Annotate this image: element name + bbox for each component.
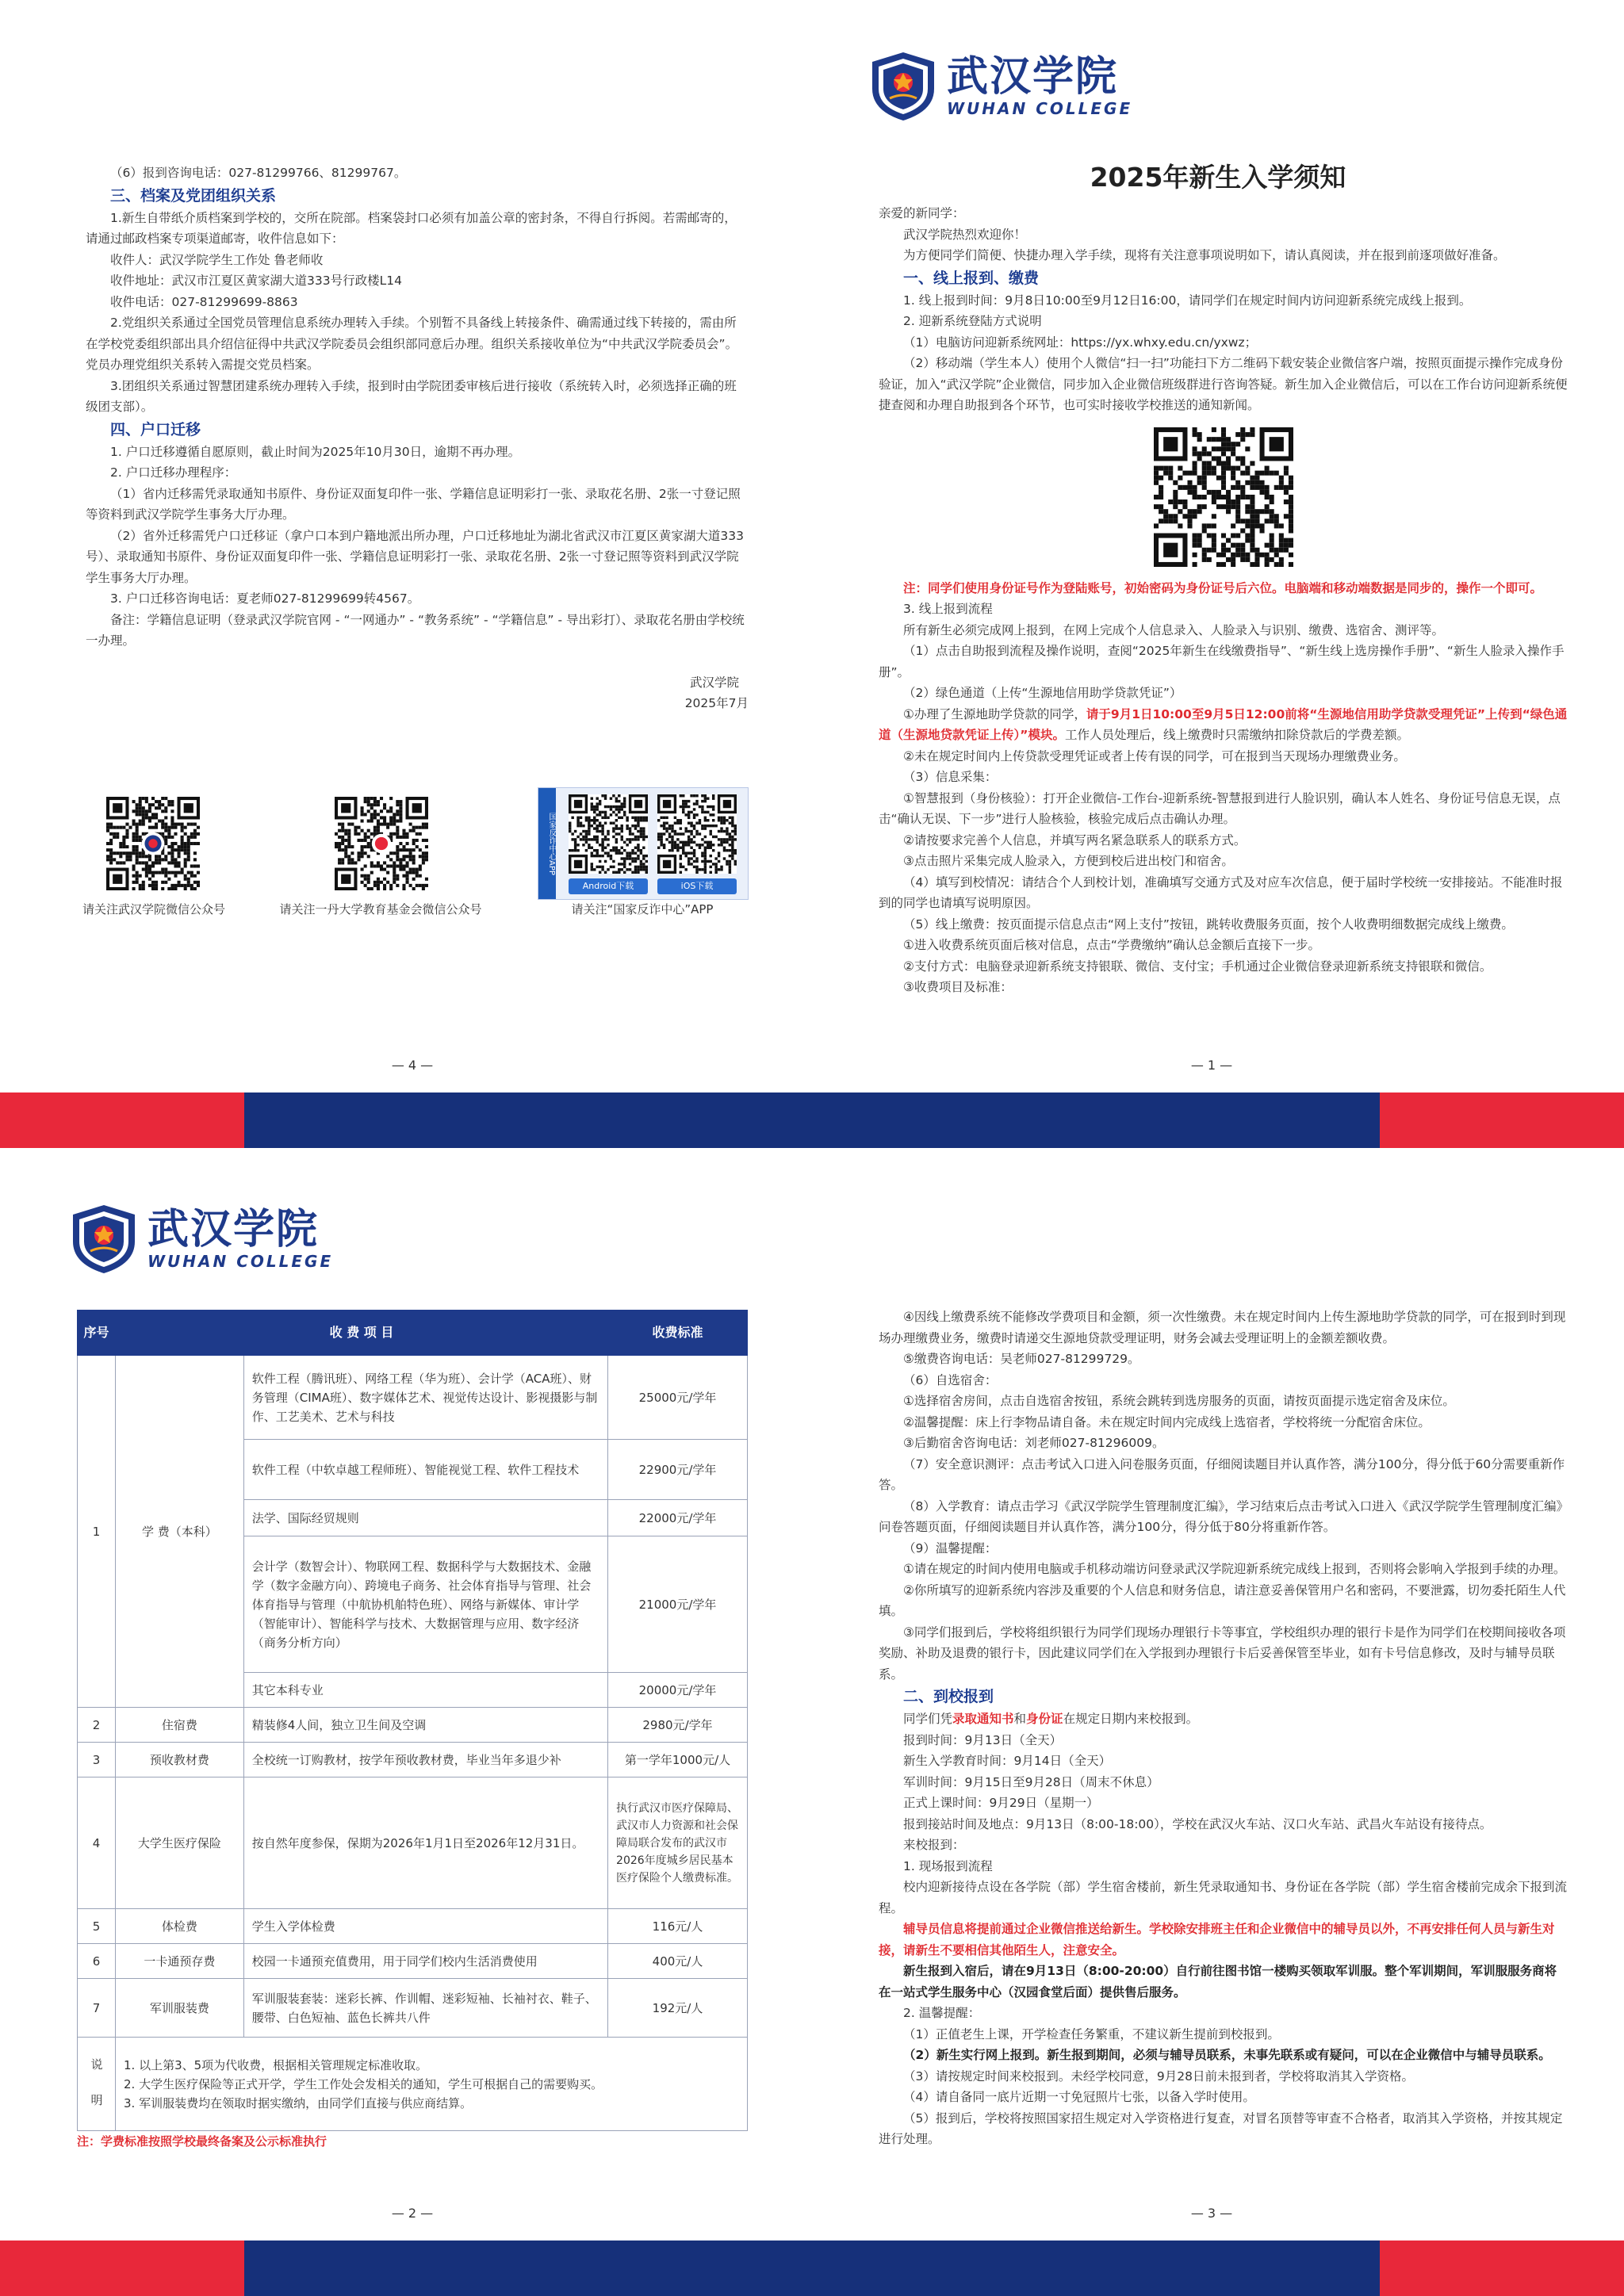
text-line: （5）报到后，学校将按照国家招生规定对入学资格进行复查，对冒名顶替等审查不合格者，取消其入学资格，并按其规定进行处理。 xyxy=(879,2110,1563,2146)
signature-date: 2025年7月 xyxy=(684,696,749,710)
page-number: — 2 — xyxy=(391,2206,434,2221)
college-logo xyxy=(70,1203,333,1275)
text-line: ③收费项目及标准： xyxy=(903,980,1013,994)
table-row: 会计学（数智会计）、物联网工程、数据科学与大数据技术、金融学（数字金融方向）、跨境电子商务、社会体育指导与管理、社会体育指导与管理（中航协机舶特色班）、网络与新媒体、审计学（智能审计）、智能科学与技术、大数据管理与应用、数字经济（商务分析方向） 21000元/学年 xyxy=(78,1536,748,1673)
section-heading: 三、档案及党团组织关系 xyxy=(110,186,277,205)
page-3-text xyxy=(879,1307,1568,2150)
fee-table xyxy=(77,1310,748,2131)
text-line: （3）请按规定时间来校报到。未经学校同意，9月28日前未报到者，学校将取消其入学资格。 xyxy=(903,2068,1414,2084)
header-no: 序号 xyxy=(78,1311,116,1356)
text-line: ②支付方式：电脑登录迎新系统支持银联、微信、支付宝；手机通过企业微信登录迎新系统支持银联和微信。 xyxy=(903,959,1492,974)
text-line: ①进入收费系统页面后核对信息，点击“学费缴纳”确认总金额后直接下一步。 xyxy=(903,938,1320,952)
page-4 xyxy=(0,0,812,1148)
safety-warning: 辅导员信息将提前通过企业微信推送给新生。学校除安排班主任和企业微信中的辅导员以外，不再安排任何人员与新生对接，请新生不要相信其他陌生人，注意安全。 xyxy=(879,1922,1555,1957)
college-logo xyxy=(869,51,1132,122)
page-2 xyxy=(0,1148,812,2296)
text-line: ①请在规定的时间内使用电脑或手机移动端访问登录武汉学院迎新系统完成线上报到，否则将会影响入学报到手续的办理。 xyxy=(903,1562,1566,1576)
page-1-text xyxy=(879,203,1568,998)
college-emblem-icon xyxy=(70,1203,138,1275)
text-line: 2. 户口迁移办理程序： xyxy=(110,465,237,480)
table-row: 4 大学生医疗保险 按自然年度参保，保期为2026年1月1日至2026年12月31日。 执行武汉市医疗保障局、武汉市人力资源和社会保障局联合发布的武汉市2026年度城乡居民基本医疗保险个人缴费标准。 xyxy=(78,1777,748,1909)
page-number: — 3 — xyxy=(1190,2206,1233,2221)
android-download-button[interactable]: Android下载 xyxy=(569,878,648,894)
text-line: 备注：学籍信息证明（登录武汉学院官网 - “一网通办” - “教务系统” - “学籍信息” - 导出彩打）、录取花名册由学校统一办理。 xyxy=(86,612,745,648)
color-band xyxy=(0,2241,1624,2296)
text-line: 1. 线上报到时间：9月8日10:00至9月12日16:00，请同学们在规定时间内访问迎新系统完成线上报到。 xyxy=(903,293,1472,308)
logo-chinese-name: 武汉学院 xyxy=(147,1205,320,1253)
section-heading: 二、到校报到 xyxy=(903,1688,994,1705)
text-line: 来校报到： xyxy=(903,1838,965,1852)
text-line: ②未在规定时间内上传贷款受理凭证或者上传有误的同学，可在报到当天现场办理缴费业务。 xyxy=(903,748,1406,763)
table-row: 2 住宿费 精装修4人间，独立卫生间及空调 2980元/学年 xyxy=(78,1708,748,1743)
text-line: ③后勤宿舍咨询电话：刘老师027-81296009。 xyxy=(903,1436,1165,1450)
qr-code-icon xyxy=(106,797,200,890)
text-line: 收件电话：027-81299699-8863 xyxy=(110,294,298,309)
signature-org: 武汉学院 xyxy=(689,675,739,690)
table-row: 6 一卡通预存费 校园一卡通预充值费用，用于同学们校内生活消费使用 400元/人 xyxy=(78,1944,748,1979)
text-line: ⑤缴费咨询电话：吴老师027-81299729。 xyxy=(903,1352,1140,1366)
text-line: （1）省内迁移需凭录取通知书原件、身份证双面复印件一张、学籍信息证明彩打一张、录取花名册、2张一寸登记照等资料到武汉学院学生事务大厅办理。 xyxy=(86,486,741,522)
text-line: （2）省外迁移需凭户口迁移证（拿户口本到户籍地派出所办理，户口迁移地址为湖北省武汉市江夏区黄家湖大道333号）、录取通知书原件、身份证双面复印件一张、学籍信息证明彩打一张、录取花名册、2张一寸登记照等资料到武汉学院学生事务大厅办理。 xyxy=(86,528,744,585)
text-line: 3. 户口迁移咨询电话：夏老师027-81299699转4567。 xyxy=(110,591,420,606)
table-row: 7 军训服装费 军训服装套装：迷彩长裤、作训帽、迷彩短袖、长袖衬衣、鞋子、腰带、白色短袖、蓝色长裤共八件 192元/人 xyxy=(78,1979,748,2038)
table-row: 3 预收教材费 全校统一订购教材，按学年预收教材费，毕业当年多退少补 第一学年1000元/人 xyxy=(78,1743,748,1777)
text-line: 同学们凭录取通知书和身份证在规定日期内来校报到。 xyxy=(903,1712,1199,1726)
text-line: （1）电脑访问迎新系统网址：https://yx.whxy.edu.cn/yxwz； xyxy=(903,335,1258,350)
text-line: ②温馨提醒：床上行李物品请自备。未在规定时间内完成线上选宿者，学校将统一分配宿舍床位。 xyxy=(903,1414,1431,1429)
text-line: 收件人：武汉学院学生工作处 鲁老师收 xyxy=(110,252,324,267)
table-row: 1 学 费（本科） 软件工程（腾讯班）、网络工程（华为班）、会计学（ACA班）、财务管理（CIMA班）、数字媒体艺术、视觉传达设计、影视摄影与制作、工艺美术、艺术与科技 25000元/学年 xyxy=(78,1356,748,1440)
text-line: 2.党组织关系通过全国党员管理信息系统办理转入手续。个别暂不具备线上转接条件、确需通过线下转接的，需由所在学校党委组织部出具介绍信征得中共武汉学院委员会组织部同意后办理。组织关系接收单位为“中共武汉学院委员会”。党员办理党组织关系转入需提交党员档案。 xyxy=(86,316,738,372)
table-row-notes: 说 明 1. 以上第3、5项为代收费，根据相关管理规定标准收取。 2. 大学生医疗保险等正式开学，学生工作处会发相关的通知，学生可根据自己的需要购买。 3. 军训服装费均在领取时据实缴纳，由同学们直接与供应商结算。 xyxy=(78,2038,748,2131)
text-line: 军训时间：9月15日至9月28日（周末不休息） xyxy=(903,1774,1159,1789)
page-3 xyxy=(812,1148,1624,2296)
text-line: ①办理了生源地助学贷款的同学，请于9月1日10:00至9月5日12:00前将“生源地信用助学贷款受理凭证”上传到“绿色通道（生源地贷款凭证上传）”模块。工作人员处理后，线上缴费时只需缴纳扣除贷款后的学费差额。 xyxy=(879,706,1568,742)
logo-english-name: WUHAN COLLEGE xyxy=(147,1252,334,1271)
text-line: 1. 现场报到流程 xyxy=(903,1858,993,1873)
page-number: — 1 — xyxy=(1190,1058,1233,1073)
page-title: 2025年新生入学须知 xyxy=(1090,162,1346,193)
text-line: ①智慧报到（身份核验）：打开企业微信-工作台-迎新系统-智慧报到进行人脸识别，确认本人姓名、身份证号信息无误，点击“确认无误、下一步”进行人脸核验，核验完成后点击确认办理。 xyxy=(879,790,1561,826)
qr-code-icon xyxy=(569,794,648,874)
text-line: 1.新生自带纸介质档案到学校的，交所在院部。档案袋封口必须有加盖公章的密封条，不得自行拆阅。若需邮寄的，请通过邮政档案专项渠道邮寄，收件信息如下： xyxy=(86,210,737,246)
text-line: 3. 线上报到流程 xyxy=(903,602,993,616)
text-line: ①选择宿舍房间，点击自选宿舍按钮，系统会跳转到选房服务的页面，请按页面提示选定宿舍及床位。 xyxy=(903,1394,1455,1408)
logo-english-name: WUHAN COLLEGE xyxy=(947,99,1133,118)
text-line: （6）自选宿舍： xyxy=(903,1372,998,1387)
table-row: 其它本科专业 20000元/学年 xyxy=(78,1673,748,1708)
text-line: 所有新生必须完成网上报到，在网上完成个人信息录入、人脸录入与识别、缴费、选宿舍、测评等。 xyxy=(903,622,1445,637)
section-heading: 四、户口迁移 xyxy=(110,420,201,438)
page-1 xyxy=(812,0,1624,1148)
app-vertical-label: 国家反诈中心APP xyxy=(538,788,556,899)
text-line: （2）绿色通道（上传“生源地信用助学贷款凭证”） xyxy=(903,686,1182,700)
table-row: 5 体检费 学生入学体检费 116元/人 xyxy=(78,1909,748,1944)
color-band xyxy=(0,1093,1624,1148)
text-line: （4）请自备同一底片近期一寸免冠照片七张，以备入学时使用。 xyxy=(903,2090,1255,2104)
qr-caption: 请关注一丹大学教育基金会微信公众号 xyxy=(279,902,482,916)
qr-wechat-wuhan xyxy=(106,797,200,890)
text-line: （3）信息采集： xyxy=(903,770,998,784)
text-line: （4）填写到校情况：请结合个人到校计划，准确填写交通方式及对应车次信息，便于届时学校统一安排接站。不能准时报到的同学也请填写说明原因。 xyxy=(879,874,1563,910)
text-line: 报到接站时间及地点：9月13日（8:00-18:00），学校在武汉火车站、汉口火车站、武昌火车站设有接待点。 xyxy=(903,1816,1492,1831)
qr-caption: 请关注“国家反诈中心”APP xyxy=(571,902,714,916)
text-line: （7）安全意识测评：点击考试入口进入问卷服务页面，仔细阅读题目并认真作答，满分100分，得分低于60分需要重新作答。 xyxy=(879,1456,1565,1492)
text-line: （2）移动端（学生本人）使用个人微信“扫一扫”功能扫下方二维码下载安装企业微信客户端，按照页面提示操作完成身份验证，加入“武汉学院”企业微信，同步加入企业微信班级群进行咨询答疑。新生加入企业微信后，可以在工作台访问迎新系统便捷查阅和办理自助报到各个环节，也可实时接收学校推送的通知新闻。 xyxy=(879,356,1568,412)
text-line: （8）入学教育：请点击学习《武汉学院学生管理制度汇编》，学习结束后点击考试入口进入《武汉学院学生管理制度汇编》问卷答题页面，仔细阅读题目并认真作答，满分100分，得分低于80分将重新作答。 xyxy=(879,1498,1563,1534)
qr-code-icon xyxy=(657,794,737,874)
greeting: 亲爱的新同学： xyxy=(879,206,965,220)
qr-wechat-work xyxy=(1154,427,1293,567)
header-item: 收 费 项 目 xyxy=(115,1311,607,1356)
text-line: （2）新生实行网上报到。新生报到期间，必须与辅导员联系，未事先联系或有疑问，可以在企业微信中与辅导员联系。 xyxy=(903,2048,1551,2062)
section-heading: 一、线上报到、缴费 xyxy=(903,269,1040,287)
text-line: 新生入学教育时间：9月14日（全天） xyxy=(903,1754,1112,1768)
text-line: ③同学们报到后，学校将组织银行为同学们现场办理银行卡等事宜，学校组织办理的银行卡是作为同学们在校期间接收各项奖励、补助及退费的银行卡，因此建议同学们在入学报到办理银行卡后妥善保管至毕业，如有卡号信息修改，及时与辅导员联系。 xyxy=(879,1624,1566,1682)
intro-line: 为方便同学们简便、快捷办理入学手续，现将有关注意事项说明如下，请认真阅读，并在报到前逐项做好准备。 xyxy=(903,248,1506,262)
header-fee: 收费标准 xyxy=(608,1311,748,1356)
welcome-line: 武汉学院热烈欢迎你！ xyxy=(903,227,1027,242)
page-4-text xyxy=(86,163,749,714)
text-line: 收件地址：武汉市江夏区黄家湖大道333号行政楼L14 xyxy=(110,274,402,288)
login-note: 注：同学们使用身份证号作为登陆账号，初始密码为身份证号后六位。电脑端和移动端数据是同步的，操作一个即可。 xyxy=(903,580,1543,595)
page-number: — 4 — xyxy=(391,1058,434,1073)
text-line: 正式上课时间：9月29日（星期一） xyxy=(903,1796,1099,1810)
text-line: ③点击照片采集完成人脸录入，方便到校后进出校门和宿舍。 xyxy=(903,854,1234,868)
text-line: 3.团组织关系通过智慧团建系统办理转入手续，报到时由学院团委审核后进行接收（系统转入时，必须选择正确的班级团支部）。 xyxy=(86,378,737,414)
sheet-bottom xyxy=(0,1148,1624,2296)
text-line: （1）正值老生上课，开学检查任务繁重，不建议新生提前到校报到。 xyxy=(903,2026,1280,2042)
table-header xyxy=(78,1311,748,1356)
text-line: 报到时间：9月13日（全天） xyxy=(903,1732,1063,1747)
fee-footnote: 注：学费标准按照学校最终备案及公示标准执行 xyxy=(77,2134,327,2149)
anti-fraud-app-box xyxy=(538,787,749,900)
qr-wechat-foundation xyxy=(335,797,428,890)
text-line: ④因线上缴费系统不能修改学费项目和金额，须一次性缴费。未在规定时间内上传生源地助学贷款的同学，可在报到时到现场办理缴费业务，缴费时请递交生源地贷款受理证明，财务会减去受理证明上的金额差额收费。 xyxy=(879,1310,1566,1345)
ios-download-button[interactable]: iOS下载 xyxy=(657,878,737,894)
text-line: 校内迎新接待点设在各学院（部）学生宿舍楼前，新生凭录取通知书、身份证在各学院（部）学生宿舍楼前完成余下报到流程。 xyxy=(879,1880,1568,1915)
text-line: 2. 迎新系统登陆方式说明 xyxy=(903,314,1042,328)
text-line: （1）点击自助报到流程及操作说明，查阅“2025年新生在线缴费指导”、“新生线上选房操作手册”、“新生人脸录入操作手册”。 xyxy=(879,644,1565,679)
qr-caption: 请关注武汉学院微信公众号 xyxy=(82,902,225,916)
uniform-notice: 新生报到入宿后，请在9月13日（8:00-20:00）自行前往图书馆一楼购买领取军训服。整个军训期间，军训服服务商将在一站式学生服务中心（汉园食堂后面）提供售后服务。 xyxy=(879,1964,1557,1999)
text-line: 1. 户口迁移遵循自愿原则，截止时间为2025年10月30日，逾期不再办理。 xyxy=(110,444,521,459)
qr-code-icon xyxy=(335,797,428,890)
qr-code-icon xyxy=(1154,427,1293,567)
text-line: 2. 温馨提醒： xyxy=(903,2006,981,2020)
logo-chinese-name: 武汉学院 xyxy=(947,52,1119,101)
table-row: 法学、国际经贸规则 22000元/学年 xyxy=(78,1500,748,1536)
table-row: 软件工程（中软卓越工程师班）、智能视觉工程、软件工程技术 22900元/学年 xyxy=(78,1440,748,1500)
text-line: （9）温馨提醒： xyxy=(903,1540,998,1556)
text-line: （5）线上缴费：按页面提示信息点击“网上支付”按钮，跳转收费服务页面，按个人收费明细数据完成线上缴费。 xyxy=(903,916,1514,932)
text-line: （6）报到咨询电话：027-81299766、81299767。 xyxy=(110,166,407,180)
college-emblem-icon xyxy=(869,51,937,122)
text-line: ②你所填写的迎新系统内容涉及重要的个人信息和财务信息，请注意妥善保管用户名和密码，不要泄露，切勿委托陌生人代填。 xyxy=(879,1582,1566,1618)
text-line: ②请按要求完善个人信息，并填写两名紧急联系人的联系方式。 xyxy=(903,832,1247,848)
